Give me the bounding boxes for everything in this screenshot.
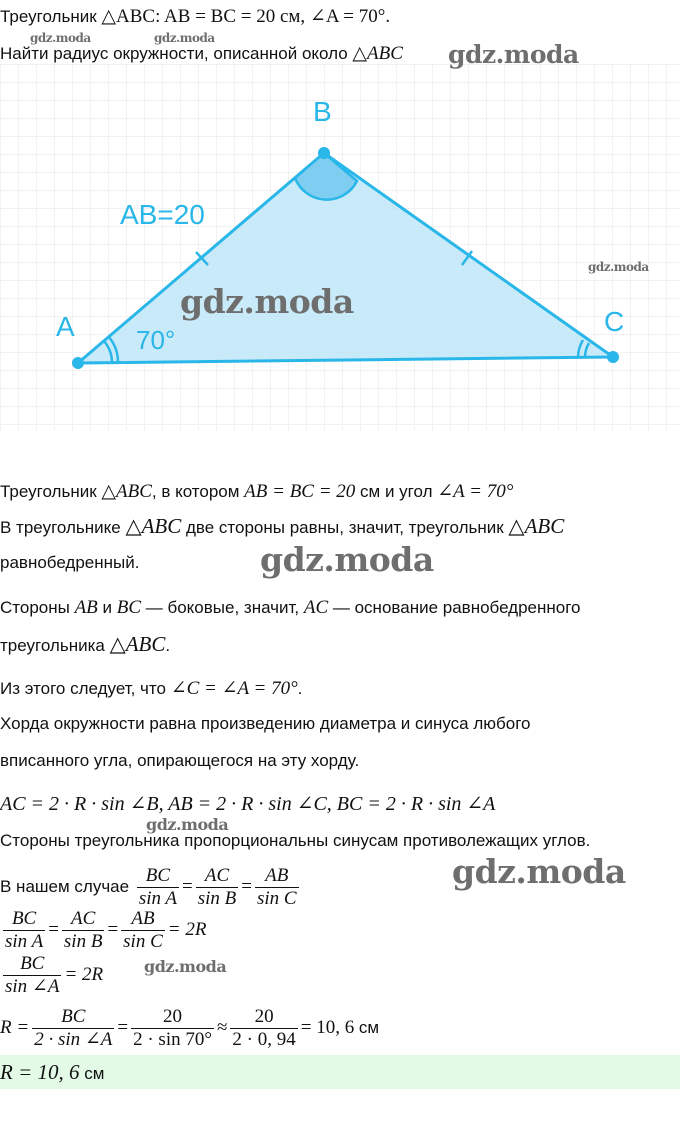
triangle-diagram xyxy=(0,64,680,434)
math: ∠C = ∠A = 70° xyxy=(170,678,298,699)
fraction: $\frac{AC}{\text{sin B}}$ xyxy=(63,908,103,953)
solution-line-2 xyxy=(0,515,564,539)
answer xyxy=(0,1061,104,1085)
fraction: $\frac{BC}{\text{sin A}}$ xyxy=(5,908,44,953)
watermark: gdz.moda xyxy=(180,282,354,321)
ratio-equation-3: $\frac{BC}{\sin \angle A}$ = 2R xyxy=(5,953,104,998)
math: AB xyxy=(74,597,98,618)
fraction: $\frac{20}{2 \cdot 0, 94}$ xyxy=(232,1006,296,1051)
problem-line-2 xyxy=(0,43,403,65)
vertex-b-label: B xyxy=(313,96,332,127)
fraction: $\frac{BC}{2 \cdot \sin \angle A}$ xyxy=(34,1006,113,1051)
fraction: $\frac{AB}{\text{sin C}}$ xyxy=(256,865,297,910)
ratio-equation-2: $\frac{BC}{\text{sin A}}$ = $\frac{AC}{\text{sin B}}$ = $\frac{AB}{\text{sin C}}$ = 2R xyxy=(5,908,207,953)
vertex-a-label: A xyxy=(56,311,75,342)
watermark: gdz.moda xyxy=(154,31,215,45)
vertex-b-point xyxy=(318,147,330,159)
text: — основание равнобедренного xyxy=(328,598,581,617)
watermark: gdz.moda xyxy=(260,540,434,579)
solution-line-10: Стороны треугольника пропорциональны синусам противолежащих углов. xyxy=(0,831,591,850)
solution-line-3: равнобедренный. xyxy=(0,553,140,572)
solution-line-5 xyxy=(0,633,170,657)
sine-theorem-equations: AC = 2 · R · sin ∠B, AB = 2 · R · sin ∠C, BC = 2 · R · sin ∠A xyxy=(0,793,496,815)
text: Стороны xyxy=(0,598,75,617)
watermark: gdz.moda xyxy=(452,852,626,891)
angle-a-label: 70° xyxy=(136,325,176,355)
watermark: gdz.moda xyxy=(588,260,649,274)
fraction: $\frac{BC}{\sin \angle A}$ xyxy=(5,953,60,998)
watermark: gdz.moda xyxy=(30,31,91,45)
vertex-c-point xyxy=(607,351,619,363)
text: Треугольник xyxy=(0,482,102,501)
text: . xyxy=(165,636,171,655)
answer-unit: см xyxy=(79,1064,105,1083)
problem-text: Треугольник xyxy=(0,7,102,26)
watermark: gdz.moda xyxy=(146,815,229,834)
fraction: $\frac{BC}{\text{sin A}}$ xyxy=(138,865,178,910)
math: AB = BC = 20 xyxy=(244,481,356,502)
text: — боковые, значит, xyxy=(141,598,304,617)
solution-line-7: Хорда окружности равна произведению диаметра и синуса любого xyxy=(0,714,531,733)
math: △ABC xyxy=(101,481,152,502)
text: . xyxy=(297,679,303,698)
text: Из этого следует, что xyxy=(0,679,171,698)
text: В нашем случае xyxy=(0,877,134,896)
math: △ABC xyxy=(508,514,565,538)
solution-line-6 xyxy=(0,678,302,700)
watermark: gdz.moda xyxy=(144,957,227,976)
vertex-c-label: C xyxy=(604,306,625,337)
text: треугольника xyxy=(0,636,110,655)
solution-line-8: вписанного угла, опирающегося на эту хорду. xyxy=(0,751,360,770)
solution-line-4 xyxy=(0,597,581,619)
radius-calculation: R = $\frac{BC}{2 \cdot \sin \angle A}$ = $\frac{20}{2 \cdot \sin 70^\circ}$ ≈ $\frac{20}{2 \cdot 0, 94}$ = 10, 6 см xyxy=(0,1006,380,1051)
ratio-equation-1: В нашем случае $\frac{BC}{\text{sin A}}$ = $\frac{AC}{\text{sin B}}$ = $\frac{AB}{\text{sin C}}$ xyxy=(0,865,297,910)
math: AC xyxy=(303,597,329,618)
text: две стороны равны, значит, треугольник xyxy=(181,518,509,537)
answer-math: R = 10, 6 xyxy=(0,1060,80,1084)
fraction: $\frac{AB}{\text{sin C}}$ xyxy=(123,908,163,953)
fraction: $\frac{20}{2 \cdot \sin 70^\circ}$ xyxy=(133,1006,212,1051)
solution-line-1 xyxy=(0,481,513,503)
math: ∠A = 70° xyxy=(437,481,514,502)
problem-math: △ABC: AB = BC = 20 см, ∠A = 70°. xyxy=(101,6,391,27)
math: BC xyxy=(116,597,142,618)
text: , в котором xyxy=(151,482,245,501)
problem-line-1 xyxy=(0,6,390,28)
watermark: gdz.moda xyxy=(448,40,579,69)
problem-text: Найти радиус окружности, описанной около xyxy=(0,44,353,63)
text: см и угол xyxy=(355,482,438,501)
vertex-a-point xyxy=(72,357,84,369)
math: △ABC xyxy=(125,514,182,538)
math: △ABC xyxy=(109,632,166,656)
fraction: $\frac{AC}{\text{sin B}}$ xyxy=(197,865,237,910)
problem-math: △ABC xyxy=(352,43,403,64)
side-ab-label: AB=20 xyxy=(120,199,205,230)
text: и xyxy=(97,598,117,617)
text: В треугольнике xyxy=(0,518,126,537)
